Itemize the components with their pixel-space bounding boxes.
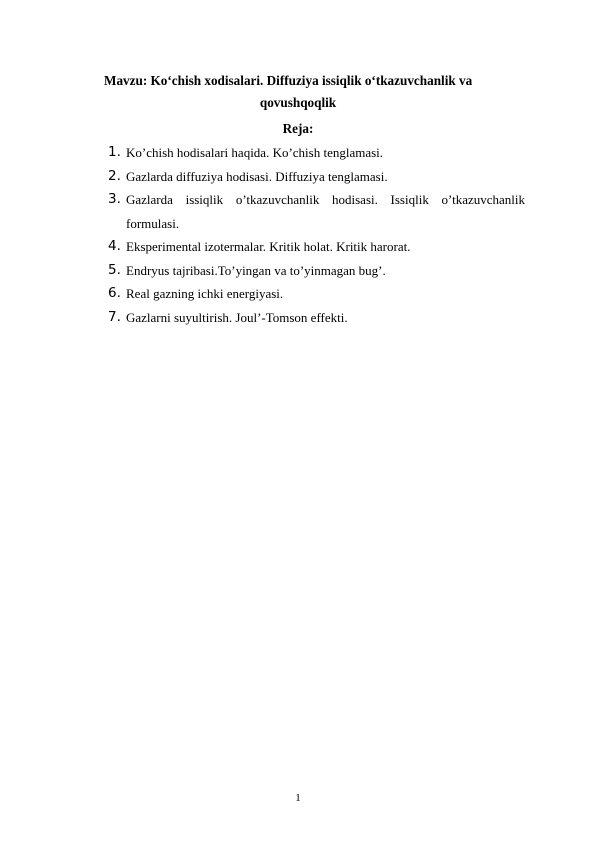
plan-item-text: Endryus tajribasi.To’yingan va to’yinmagan bug’. (126, 262, 386, 278)
plan-item-number: 2. (108, 167, 121, 184)
plan-item-4 (104, 235, 525, 259)
plan-item-3 (104, 188, 525, 235)
plan-item-number: 3. (108, 191, 121, 207)
plan-item-text-line-1: Gazlarda issiqlik o’tkazuvchanlik hodisasi. Issiqlik o’tkazuvchanlik (126, 192, 525, 207)
title-line-2: qovushqoqlik (259, 95, 337, 110)
plan-item-7 (104, 306, 525, 330)
plan-item-number: 1. (108, 144, 121, 160)
plan-item-2 (104, 165, 525, 189)
plan-item-5 (104, 259, 525, 283)
plan-item-text: Real gazning ichki energiyasi. (126, 286, 284, 301)
plan-item-number: 5. (108, 261, 121, 278)
plan-item-text: Eksperimental izotermalar. Kritik holat. Kritik harorat. (126, 239, 411, 254)
plan-heading: Reja: (282, 121, 314, 136)
plan-list (104, 141, 525, 329)
plan-item-1 (104, 141, 525, 165)
plan-item-text: Ko’chish hodisalari haqida. Ko’chish tenglamasi. (126, 145, 384, 160)
page-number: 1 (295, 792, 301, 804)
title-line-1: Mavzu: Ko‘chish xodisalari. Diffuziya issiqlik o‘tkazuvchanlik va (104, 73, 473, 88)
document-title (104, 70, 524, 114)
plan-item-text-line-2: formulasi. (126, 215, 180, 231)
plan-item-text: Gazlarda diffuziya hodisasi. Diffuziya tenglamasi. (126, 168, 388, 184)
plan-item-number: 6. (108, 285, 121, 301)
plan-item-number: 4. (108, 238, 121, 254)
plan-item-number: 7. (108, 308, 121, 325)
plan-item-text: Gazlarni suyultirish. Joul’-Tomson effekti. (126, 309, 348, 325)
plan-item-6 (104, 282, 525, 306)
